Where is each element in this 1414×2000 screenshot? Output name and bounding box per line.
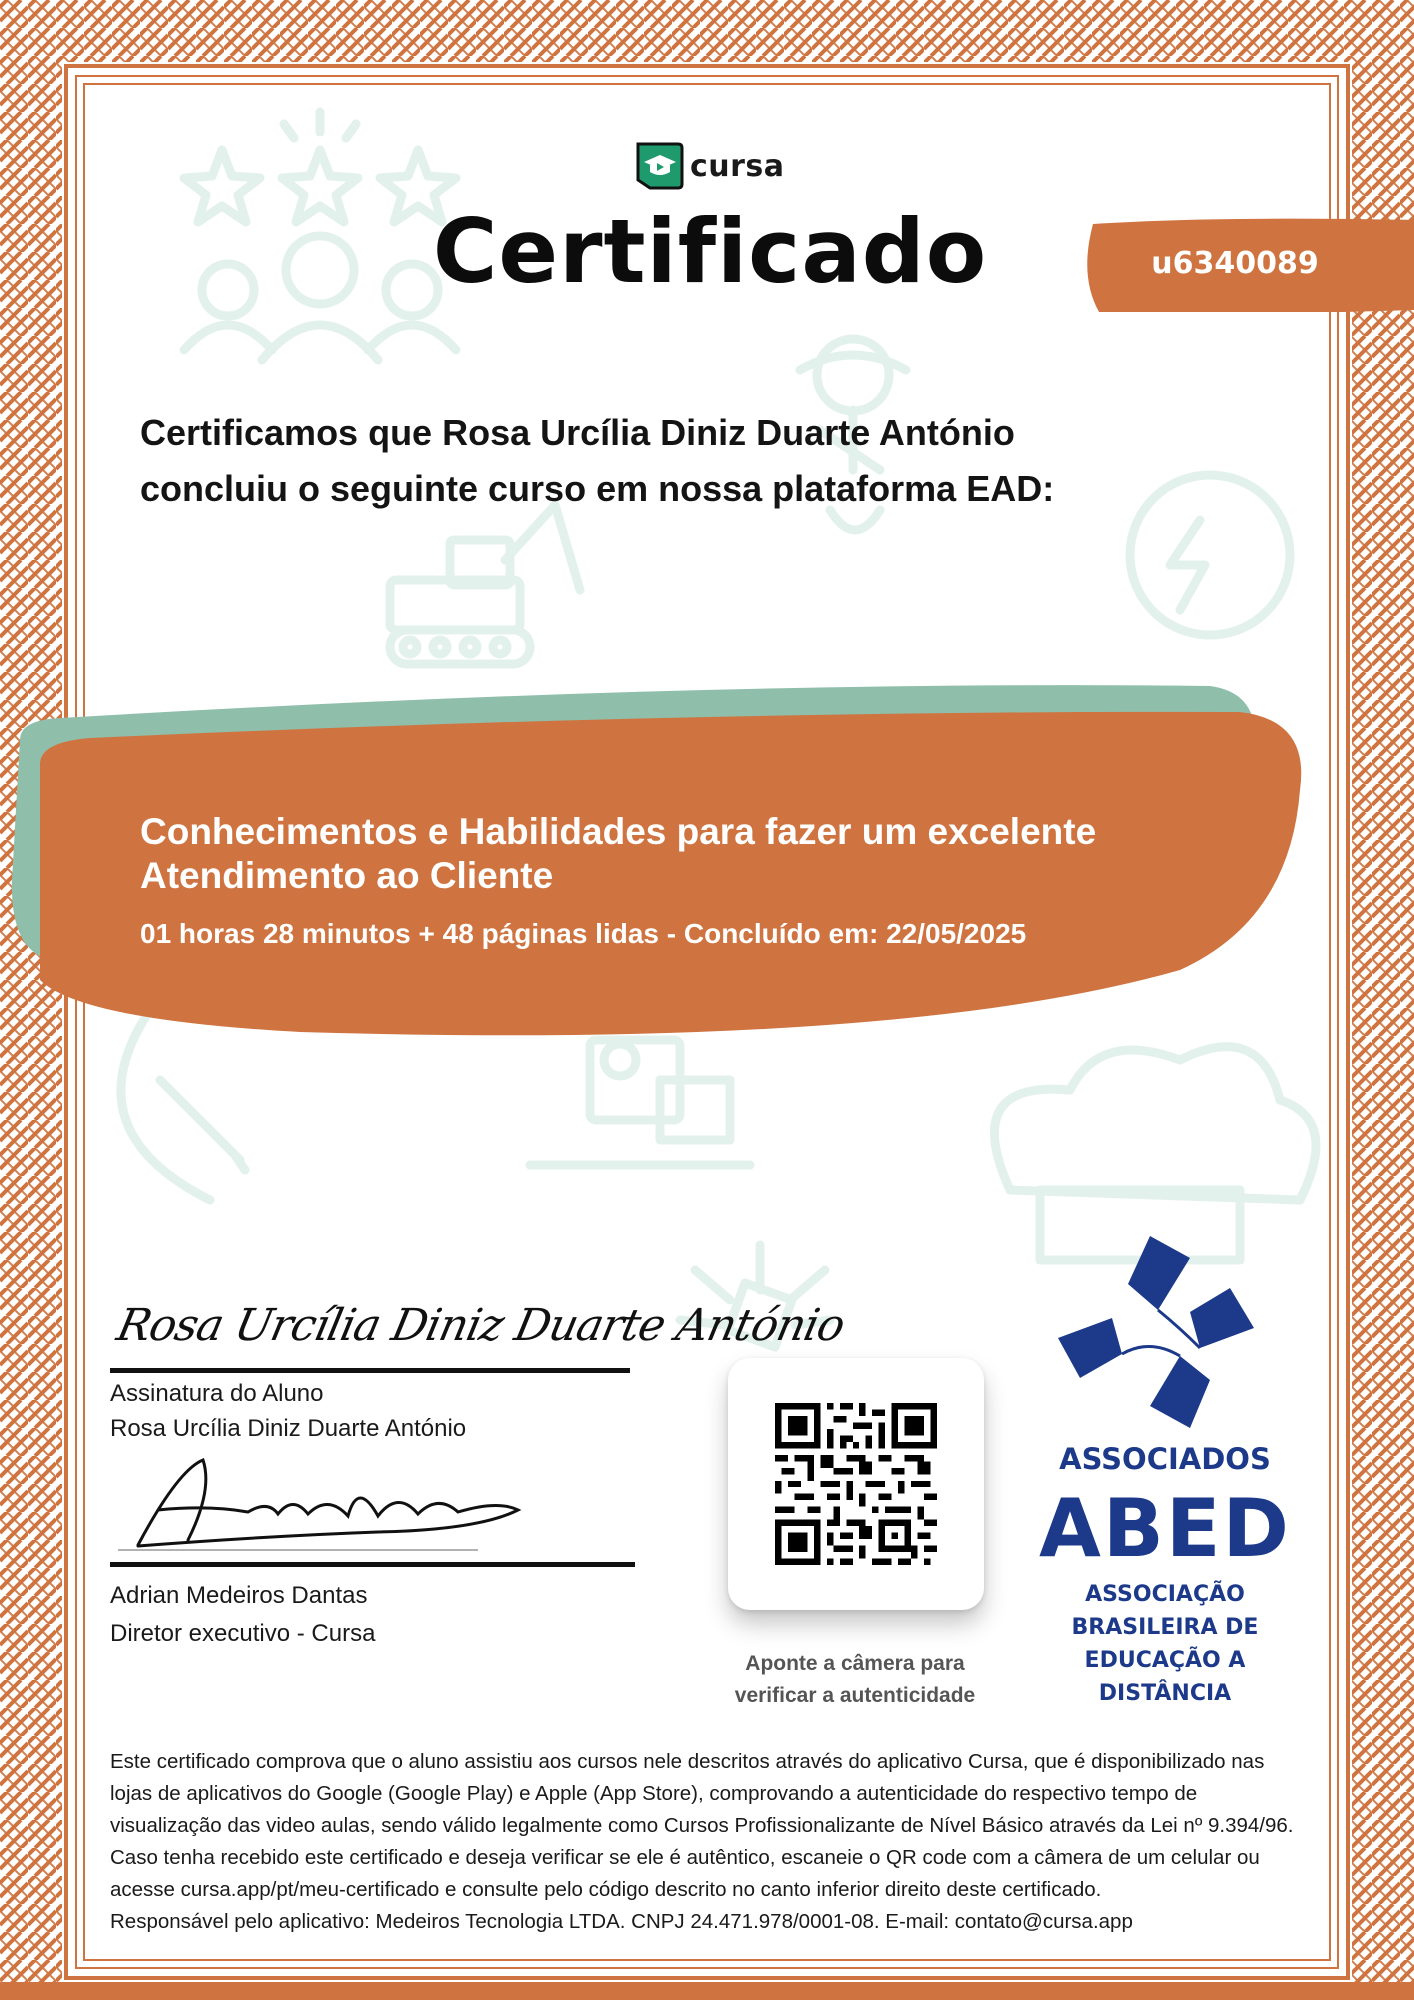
qr-caption (680, 1648, 1030, 1712)
abed-full-line1: ASSOCIAÇÃO (1085, 1582, 1245, 1607)
intro-text (140, 405, 1140, 517)
director-signature-line (110, 1562, 635, 1567)
qr-caption-line1: Aponte a câmera para (745, 1652, 965, 1675)
graduation-cap-play-icon (632, 140, 684, 192)
abed-full-name (1030, 1578, 1300, 1710)
legal-responsible: Responsável pelo aplicativo: Medeiros Tecnologia LTDA. CNPJ 24.471.978/0001-08. E-mail: contato@cursa.app (110, 1910, 1133, 1933)
star-icon (282, 150, 358, 222)
certificate-title: Certificado (432, 200, 988, 303)
cursa-logo (632, 140, 785, 192)
director-name: Adrian Medeiros Dantas (110, 1582, 368, 1609)
course-title (140, 810, 1220, 898)
student-printed-name: Rosa Urcília Diniz Duarte António (110, 1415, 467, 1442)
legal-body: Este certificado comprova que o aluno assistiu aos cursos nele descritos através do aplicativo Cursa, que é disponibilizado nas lojas de aplicativos do Google (Google Play) e Apple (App Store), comprovando a autenticidade do respectivo tempo de visualização das video aulas, sendo válido legalmente como Cursos Profissionalizante de Nível Básico através da Lei nº 9.394/96. Caso tenha recebido este certificado e deseja verificar se ele é autêntico, escaneie o QR code com a câmera de um celular ou acesse cursa.app/pt/meu-certificado e consulte pelo código descrito no canto inferior direito deste certificado. (110, 1750, 1294, 1901)
star-icon (184, 150, 260, 222)
intro-suffix: concluiu o seguinte curso em nossa plataforma EAD: (140, 468, 1055, 509)
brand-name: cursa (690, 148, 785, 184)
course-title-line2: Atendimento ao Cliente (140, 855, 554, 896)
abed-logo-icon (1040, 1228, 1290, 1438)
intro-prefix: Certificamos que (140, 412, 433, 453)
bottom-accent-bar (0, 1982, 1414, 2000)
abed-full-line3: EDUCAÇÃO A (1084, 1648, 1246, 1673)
director-role: Diretor executivo - Cursa (110, 1620, 376, 1647)
student-signature: Rosa Urcília Diniz Duarte António (112, 1300, 849, 1351)
abed-full-line2: BRASILEIRA DE (1071, 1615, 1259, 1640)
course-meta: 01 horas 28 minutos + 48 páginas lidas - Concluído em: 22/05/2025 (140, 918, 1027, 949)
course-title-line1: Conhecimentos e Habilidades para fazer um excelente (140, 811, 1097, 852)
student-signature-line (110, 1368, 630, 1373)
certificate-code-badge (1075, 216, 1414, 312)
student-signature-label: Assinatura do Aluno (110, 1380, 324, 1407)
qr-code-icon (775, 1403, 937, 1565)
abed-name: ABED (1039, 1482, 1291, 1575)
qr-caption-line2: verificar a autenticidade (734, 1684, 976, 1707)
abed-associates-label: ASSOCIADOS (1059, 1442, 1271, 1476)
director-signature (118, 1450, 538, 1560)
student-name: Rosa Urcília Diniz Duarte António (442, 412, 1015, 453)
abed-full-line4: DISTÂNCIA (1098, 1681, 1232, 1706)
certificate-code: u6340089 (1151, 246, 1319, 281)
legal-footer (110, 1746, 1310, 1938)
qr-code-card (728, 1358, 984, 1610)
